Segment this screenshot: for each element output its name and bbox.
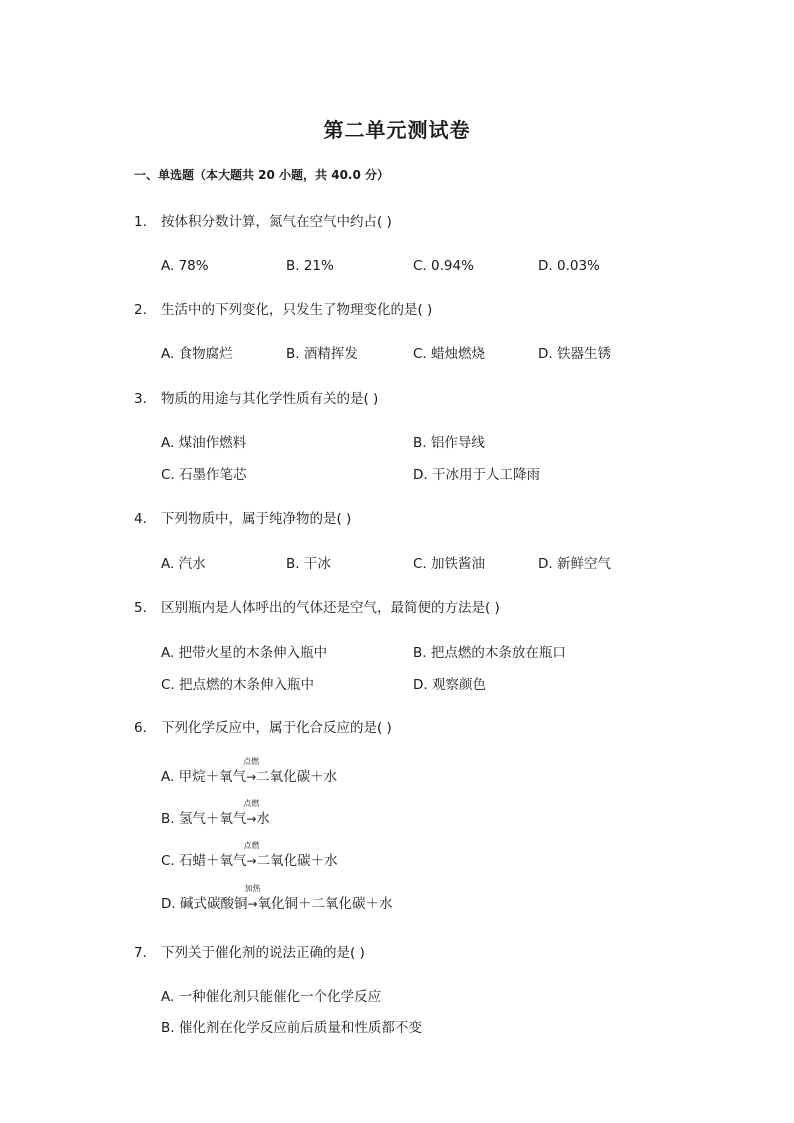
question-text: 生活中的下列变化，只发生了物理变化的是( ) xyxy=(161,302,433,318)
option-c[interactable]: C. 蜡烛燃烧 xyxy=(413,346,486,362)
option-a[interactable]: A. 一种催化剂只能催化一个化学反应 xyxy=(161,989,382,1005)
reaction-condition: 点燃 xyxy=(243,757,260,766)
option-d[interactable]: D. 0.03% xyxy=(538,258,600,274)
option-c[interactable]: C. 加铁酱油 xyxy=(413,556,486,572)
question xyxy=(134,718,694,738)
question-text: 区别瓶内是人体呼出的气体还是空气，最简便的方法是( ) xyxy=(161,600,500,616)
reaction-arrow xyxy=(243,799,260,829)
question-text: 下列关于催化剂的说法正确的是( ) xyxy=(161,945,365,961)
page-title: 第二单元测试卷 xyxy=(323,118,471,142)
arrow-icon: → xyxy=(246,854,257,868)
question xyxy=(134,509,694,529)
question-text: 按体积分数计算，氮气在空气中约占( ) xyxy=(161,214,392,230)
question xyxy=(134,300,694,320)
question-text: 下列化学反应中，属于化合反应的是( ) xyxy=(161,720,392,736)
question-number: 6. xyxy=(134,720,147,736)
reaction-arrow xyxy=(243,841,260,871)
question xyxy=(134,212,694,232)
option-a[interactable]: A. 把带火星的木条伸入瓶中 xyxy=(161,645,328,661)
arrow-icon: → xyxy=(246,770,257,784)
option-d[interactable]: D. 碱式碳酸铜 加热 →氧化铜＋二氧化碳＋水 xyxy=(161,884,393,912)
option-b[interactable]: B. 把点燃的木条放在瓶口 xyxy=(413,645,566,661)
reaction-condition: 加热 xyxy=(244,884,261,893)
question-text: 下列物质中，属于纯净物的是( ) xyxy=(161,511,352,527)
option-c[interactable]: C. 把点燃的木条伸入瓶中 xyxy=(161,677,315,693)
reaction-condition: 点燃 xyxy=(243,799,260,808)
option-b[interactable]: B. 21% xyxy=(286,258,334,274)
question-number: 2. xyxy=(134,302,147,318)
reaction-arrow xyxy=(244,884,261,914)
question xyxy=(134,598,694,618)
option-c[interactable]: C. 石蜡＋氧气 点燃 →二氧化碳＋水 xyxy=(161,841,338,869)
reaction-condition: 点燃 xyxy=(243,841,260,850)
option-d[interactable]: D. 铁器生锈 xyxy=(538,346,611,362)
option-d[interactable]: D. 观察颜色 xyxy=(413,677,486,693)
option-d[interactable]: D. 新鲜空气 xyxy=(538,556,611,572)
option-a[interactable]: A. 食物腐烂 xyxy=(161,346,233,362)
question xyxy=(134,943,694,963)
option-b[interactable]: B. 氢气＋氧气 点燃 →水 xyxy=(161,799,270,827)
option-a[interactable]: A. 78% xyxy=(161,258,209,274)
section-heading: 一、单选题（本大题共 20 小题，共 40.0 分） xyxy=(134,168,390,182)
option-d[interactable]: D. 干冰用于人工降雨 xyxy=(413,467,540,483)
reaction-arrow xyxy=(243,757,260,787)
option-a[interactable]: A. 甲烷＋氧气 点燃 →二氧化碳＋水 xyxy=(161,757,338,785)
question-number: 7. xyxy=(134,945,147,961)
question-number: 3. xyxy=(134,391,147,407)
question-number: 1. xyxy=(134,214,147,230)
option-b[interactable]: B. 催化剂在化学反应前后质量和性质都不变 xyxy=(161,1020,422,1036)
option-c[interactable]: C. 0.94% xyxy=(413,258,474,274)
question xyxy=(134,389,694,409)
option-b[interactable]: B. 铝作导线 xyxy=(413,435,485,451)
option-b[interactable]: B. 干冰 xyxy=(286,556,331,572)
option-a[interactable]: A. 汽水 xyxy=(161,556,206,572)
question-text: 物质的用途与其化学性质有关的是( ) xyxy=(161,391,379,407)
option-c[interactable]: C. 石墨作笔芯 xyxy=(161,467,247,483)
arrow-icon: → xyxy=(247,897,258,911)
arrow-icon: → xyxy=(246,812,257,826)
question-number: 5. xyxy=(134,600,147,616)
question-number: 4. xyxy=(134,511,147,527)
option-a[interactable]: A. 煤油作燃料 xyxy=(161,435,247,451)
option-b[interactable]: B. 酒精挥发 xyxy=(286,346,358,362)
